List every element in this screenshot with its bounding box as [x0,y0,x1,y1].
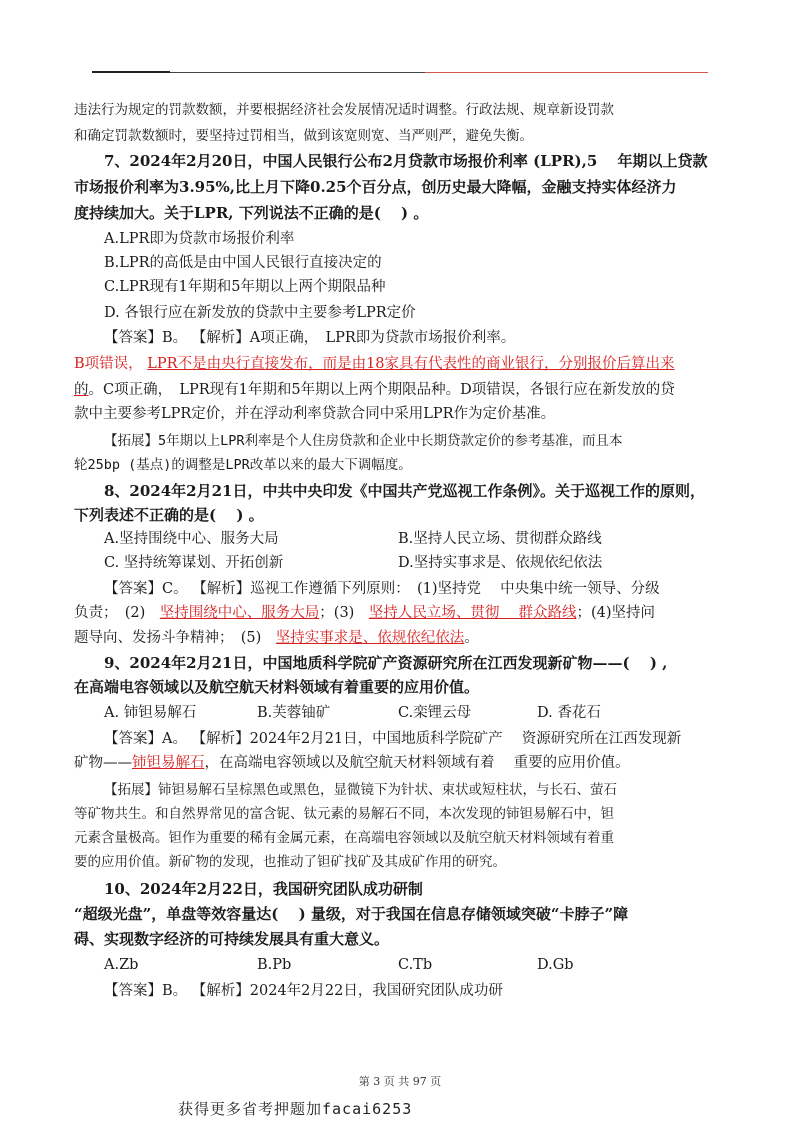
q9-extension-1: 【拓展】铈钽易解石呈棕黑色或黑色，显微镜下为针状、束状或短柱状，与长石、萤石 [104,782,617,798]
q8-text: 。 [464,630,479,646]
q7-stem-3: 度持续加大。关于LPR, 下列说法不正确的是( ) 。 [74,204,429,222]
q10-stem-2: “超级光盘”，单盘等效容量达( ) 量级，对于我国在信息存储领域突破“卡脖子”障 [74,905,629,923]
q9-extension-3: 元素含量极高。钽作为重要的稀有金属元素，在高端电容领域以及航空航天材料领域有着重 [74,830,614,846]
q8-stem-2: 下列表述不正确的是( ) 。 [74,506,264,524]
page-number: 第 3 页 共 97 页 [358,1075,442,1088]
q7-option-b: B.LPR的高低是由中国人民银行直接决定的 [104,255,382,271]
q10-option-d: D.Gb [537,957,574,973]
q9-text: 矿物—— [74,755,132,771]
q8-text: 题导向、发扬斗争精神； (5) [74,630,276,646]
q7-stem-1: 7、2024年2月20日，中国人民银行公布2月贷款市场报价利率 (LPR),5 年期以上贷款 [104,152,708,170]
q9-extension-2: 等矿物共生。和自然界常见的富含铌、钛元素的易解石不同，本次发现的铈钽易解石中，钽 [74,806,614,822]
q7-key-point: LPR不是由央行直接发布，而是由18家具有代表性的商业银行，分别报价后算出来 [147,356,675,372]
q9-option-d: D. 香花石 [537,705,601,721]
q8-analysis-line-3 [74,625,734,651]
q9-analysis-line-2 [74,750,734,776]
q10-option-a: A.Zb [104,957,139,973]
q7-option-c: C.LPR现有1年期和5年期以上两个期限品种 [104,279,386,295]
q9-answer: 【答案】A。 【解析】2024年2月21日，中国地质科学院矿产 资源研究所在江西发现新 [104,731,682,747]
q8-stem-1: 8、2024年2月21日，中共中央印发《中国共产党巡视工作条例》。关于巡视工作的原则， [104,482,705,500]
q8-option-a: A.坚持围绕中心、服务大局 [104,531,279,547]
q8-option-b: B.坚持人民立场、贯彻群众路线 [398,531,602,547]
q7-analysis-line-4: 款中主要参考LPR定价，并在浮动利率贷款合同中采用LPR作为定价基准。 [74,406,556,422]
promo-text: 获得更多省考押题加facai6253 [178,1100,413,1118]
header-rule-middle [170,72,425,73]
q8-principle-1: 坚持围绕中心、服务大局 [159,605,320,621]
q7-extension-1: 【拓展】5年期以上LPR利率是个人住房贷款和企业中长期贷款定价的参考基准，而且本 [104,433,623,449]
q10-option-c: C.Tb [398,957,433,973]
q7-analysis-line-3 [74,377,734,403]
q7-option-a: A.LPR即为贷款市场报价利率 [104,231,295,247]
q9-option-b: B.芙蓉铀矿 [257,705,331,721]
q8-option-d: D.坚持实事求是、依规依纪依法 [398,555,603,571]
q8-principle-3: 坚持实事求是、依规依纪依法 [275,630,465,646]
intro-line-2: 和确定罚款数额时，要坚持过罚相当，做到该宽则宽、当严则严，避免失衡。 [74,128,533,144]
q8-option-c: C. 坚持统筹谋划、开拓创新 [104,555,284,571]
q7-analysis-rest: 。C项正确， LPR现有1年期和5年期以上两个期限品种。D项错误，各银行应在新发放的贷 [88,382,675,398]
q9-answer-term: 铈钽易解石 [132,755,205,771]
q7-extension-2: 轮25bp (基点)的调整是LPR改革以来的最大下调幅度。 [74,457,412,473]
q8-text: 负责； (2) [74,605,160,621]
q7-analysis-line-2 [74,351,734,377]
q10-answer: 【答案】B。 【解析】2024年2月22日，我国研究团队成功研 [104,983,503,999]
q8-answer: 【答案】C。 【解析】巡视工作遵循下列原则： (1)坚持党 中央集中统一领导、分级 [104,581,660,597]
q9-extension-4: 要的应用价值。新矿物的发现，也推动了钽矿找矿及其成矿作用的研究。 [74,854,506,870]
q7-wrong-b-label: B项错误， [74,356,143,372]
q7-key-point-end: 的 [74,382,89,398]
q8-principle-2: 坚持人民立场、贯彻 群众路线 [368,605,577,621]
header-rule-right [425,72,708,73]
q8-text: ；(3) [319,605,369,621]
q10-option-b: B.Pb [257,957,292,973]
q10-stem-3: 碍、实现数字经济的可持续发展具有重大意义。 [74,930,390,948]
q8-text: ；(4)坚持问 [576,605,655,621]
q9-option-a: A. 铈钽易解石 [104,705,197,721]
intro-line-1: 违法行为规定的罚款数额，并要根据经济社会发展情况适时调整。行政法规、规章新设罚款 [74,102,614,118]
q7-answer: 【答案】B。 【解析】A项正确， LPR即为贷款市场报价利率。 [104,330,516,346]
q9-stem-1: 9、2024年2月21日，中国地质科学院矿产资源研究所在江西发现新矿物——( ) , [104,654,668,672]
q8-analysis-line-2 [74,600,734,626]
header-rule-left [92,71,170,73]
q7-option-d: D. 各银行应在新发放的贷款中主要参考LPR定价 [104,305,416,321]
q7-stem-2: 市场报价利率为3.95%,比上月下降0.25个百分点，创历史最大降幅，金融支持实体经济力 [74,178,677,196]
q9-text: ，在高端电容领域以及航空航天材料领域有着 重要的应用价值。 [204,755,630,771]
q10-stem-1: 10、2024年2月22日，我国研究团队成功研制 [104,880,423,898]
q9-option-c: C.栾锂云母 [398,705,472,721]
q9-stem-2: 在高端电容领域以及航空航天材料领域有着重要的应用价值。 [74,678,480,696]
